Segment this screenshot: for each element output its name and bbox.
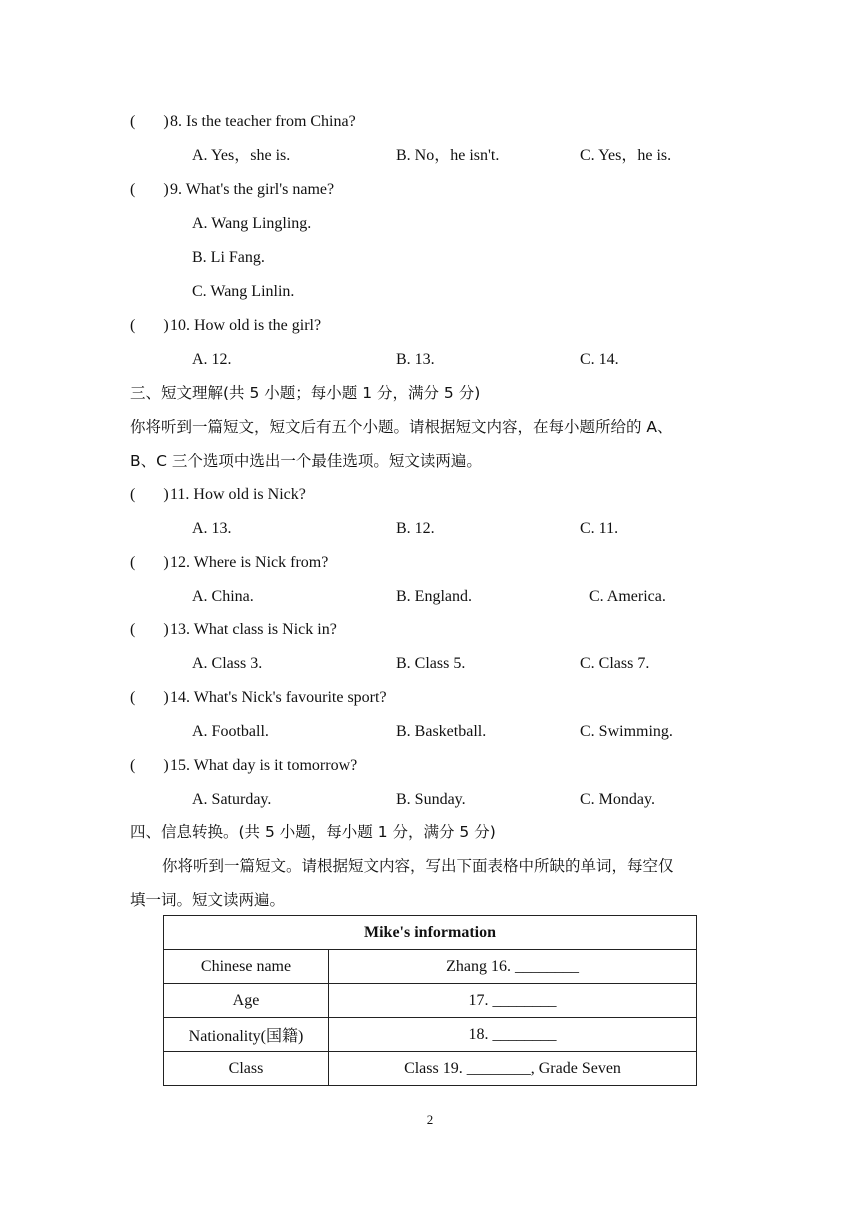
table-header-row: [164, 916, 697, 950]
section-4-instruction-cont: 填一词。短文读两遍。: [130, 891, 286, 909]
row-value: 17. ________: [329, 984, 697, 1018]
section-3-instruction: 你将听到一篇短文，短文后有五个小题。请根据短文内容，在每小题所给的 A、: [130, 418, 673, 436]
option-b: B. Class 5.: [396, 655, 466, 672]
option-b: B. 13.: [396, 351, 435, 368]
row-label: Age: [164, 984, 329, 1018]
answer-bracket: ( ): [130, 181, 169, 198]
option-c: C. 14.: [580, 351, 619, 368]
option-c: C. Class 7.: [580, 655, 650, 672]
table-row: [164, 1052, 697, 1086]
row-value: Class 19. ________, Grade Seven: [329, 1052, 697, 1086]
question-14: [130, 688, 387, 708]
question-text: Where is Nick from?: [193, 554, 329, 571]
question-text: What's the girl's name?: [185, 181, 335, 198]
answer-bracket: ( ): [130, 317, 169, 334]
row-label: Chinese name: [164, 950, 329, 984]
option-a: A. Yes，she is.: [192, 147, 291, 164]
row-value: 18. ________: [329, 1018, 697, 1052]
option-b: B. No，he isn't.: [396, 147, 500, 164]
option-c: C. America.: [589, 588, 666, 605]
question-number: 13.: [170, 621, 190, 638]
row-label: Nationality(国籍): [164, 1018, 329, 1052]
answer-bracket: ( ): [130, 757, 169, 774]
table-row: [164, 950, 697, 984]
question-text: What's Nick's favourite sport?: [193, 689, 387, 706]
page-number: 2: [426, 1112, 434, 1127]
option-a: A. 12.: [192, 351, 232, 368]
table-title: Mike's information: [164, 916, 697, 950]
question-text: What class is Nick in?: [193, 621, 337, 638]
question-number: 8.: [170, 113, 182, 130]
question-number: 15.: [170, 757, 190, 774]
info-table: [163, 915, 697, 1086]
question-10: [130, 316, 321, 336]
question-11: [130, 485, 306, 505]
option-b: B. Sunday.: [396, 791, 466, 808]
question-text: What day is it tomorrow?: [193, 757, 358, 774]
option-a: A. 13.: [192, 520, 232, 537]
question-number: 12.: [170, 554, 190, 571]
row-label: Class: [164, 1052, 329, 1086]
section-4-heading: 四、信息转换。(共 5 小题，每小题 1 分，满分 5 分): [130, 823, 496, 841]
question-9: [130, 180, 334, 200]
question-number: 9.: [170, 181, 182, 198]
answer-bracket: ( ): [130, 113, 169, 130]
answer-bracket: ( ): [130, 486, 169, 503]
option-c: C. Yes，he is.: [580, 147, 672, 164]
question-text: How old is Nick?: [193, 486, 306, 503]
section-3-instruction-cont: B、C 三个选项中选出一个最佳选项。短文读两遍。: [130, 452, 482, 470]
option-a: A. Football.: [192, 723, 269, 740]
section-3-heading: 三、短文理解(共 5 小题；每小题 1 分，满分 5 分): [130, 384, 481, 402]
answer-bracket: ( ): [130, 689, 169, 706]
question-number: 11.: [170, 486, 190, 503]
option-c: C. Wang Linlin.: [192, 283, 295, 300]
table-row: [164, 1018, 697, 1052]
section-4-instruction: 你将听到一篇短文。请根据短文内容，写出下面表格中所缺的单词，每空仅: [162, 857, 674, 875]
question-number: 14.: [170, 689, 190, 706]
option-b: B. Basketball.: [396, 723, 487, 740]
option-a: A. Saturday.: [192, 791, 272, 808]
option-c: C. 11.: [580, 520, 619, 537]
question-15: [130, 756, 357, 776]
question-12: [130, 553, 328, 573]
option-a: A. Class 3.: [192, 655, 263, 672]
question-number: 10.: [170, 317, 190, 334]
question-text: How old is the girl?: [194, 317, 322, 334]
question-8: [130, 112, 356, 132]
option-c: C. Monday.: [580, 791, 655, 808]
option-b: B. 12.: [396, 520, 435, 537]
option-c: C. Swimming.: [580, 723, 673, 740]
question-text: Is the teacher from China?: [186, 113, 356, 130]
option-a: A. Wang Lingling.: [192, 215, 312, 232]
table-row: [164, 984, 697, 1018]
option-b: B. England.: [396, 588, 472, 605]
option-a: A. China.: [192, 588, 254, 605]
question-13: [130, 620, 337, 640]
answer-bracket: ( ): [130, 621, 169, 638]
row-value: Zhang 16. ________: [329, 950, 697, 984]
answer-bracket: ( ): [130, 554, 169, 571]
option-b: B. Li Fang.: [192, 249, 265, 266]
